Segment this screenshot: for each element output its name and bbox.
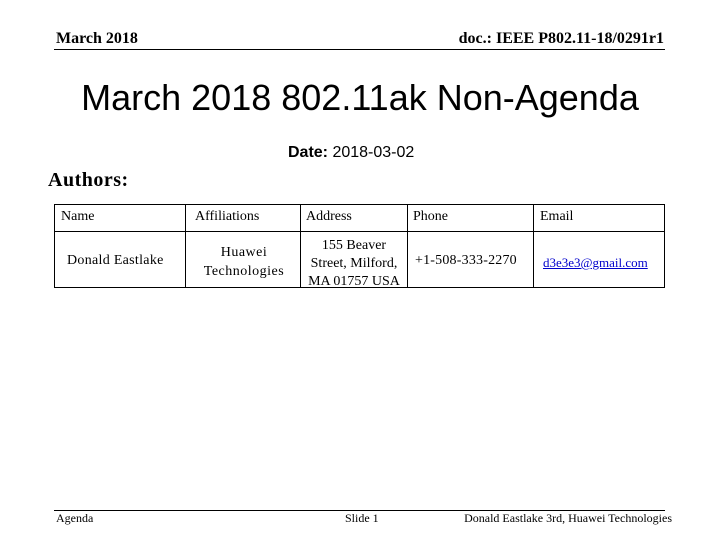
header-date: March 2018	[56, 30, 138, 47]
date-value: 2018-03-02	[328, 144, 415, 161]
column-header-address: Address	[306, 209, 352, 224]
author-name: Donald Eastlake	[67, 253, 164, 268]
table-column-divider	[407, 205, 408, 287]
column-header-affiliations: Affiliations	[195, 209, 260, 224]
header-divider	[54, 49, 665, 50]
table-header-divider	[55, 231, 664, 232]
date-label: Date:	[288, 144, 329, 161]
authors-label: Authors:	[48, 169, 129, 191]
table-column-divider	[185, 205, 186, 287]
address-line: MA 01757 USA	[308, 274, 400, 289]
table-column-divider	[533, 205, 534, 287]
address-line: 155 Beaver	[321, 238, 387, 253]
column-header-phone: Phone	[413, 209, 448, 224]
address-line: Street, Milford,	[310, 256, 398, 271]
date-line	[288, 144, 414, 162]
column-header-email: Email	[540, 209, 574, 224]
header-doc-id: doc.: IEEE P802.11-18/0291r1	[458, 30, 664, 47]
author-affiliation	[189, 243, 299, 281]
author-phone: +1-508-333-2270	[415, 253, 517, 268]
affiliation-line: Huawei	[220, 245, 268, 260]
footer-slide-number: Slide 1	[345, 511, 379, 525]
author-email-link[interactable]: d3e3e3@gmail.com	[543, 255, 648, 270]
footer-author: Donald Eastlake 3rd, Huawei Technologies	[464, 511, 672, 525]
column-header-name: Name	[61, 209, 95, 224]
author-address	[301, 237, 407, 291]
affiliation-line: Technologies	[203, 264, 285, 279]
slide-title: March 2018 802.11ak Non-Agenda	[81, 77, 639, 118]
authors-table	[54, 204, 665, 288]
footer-section: Agenda	[56, 511, 94, 525]
